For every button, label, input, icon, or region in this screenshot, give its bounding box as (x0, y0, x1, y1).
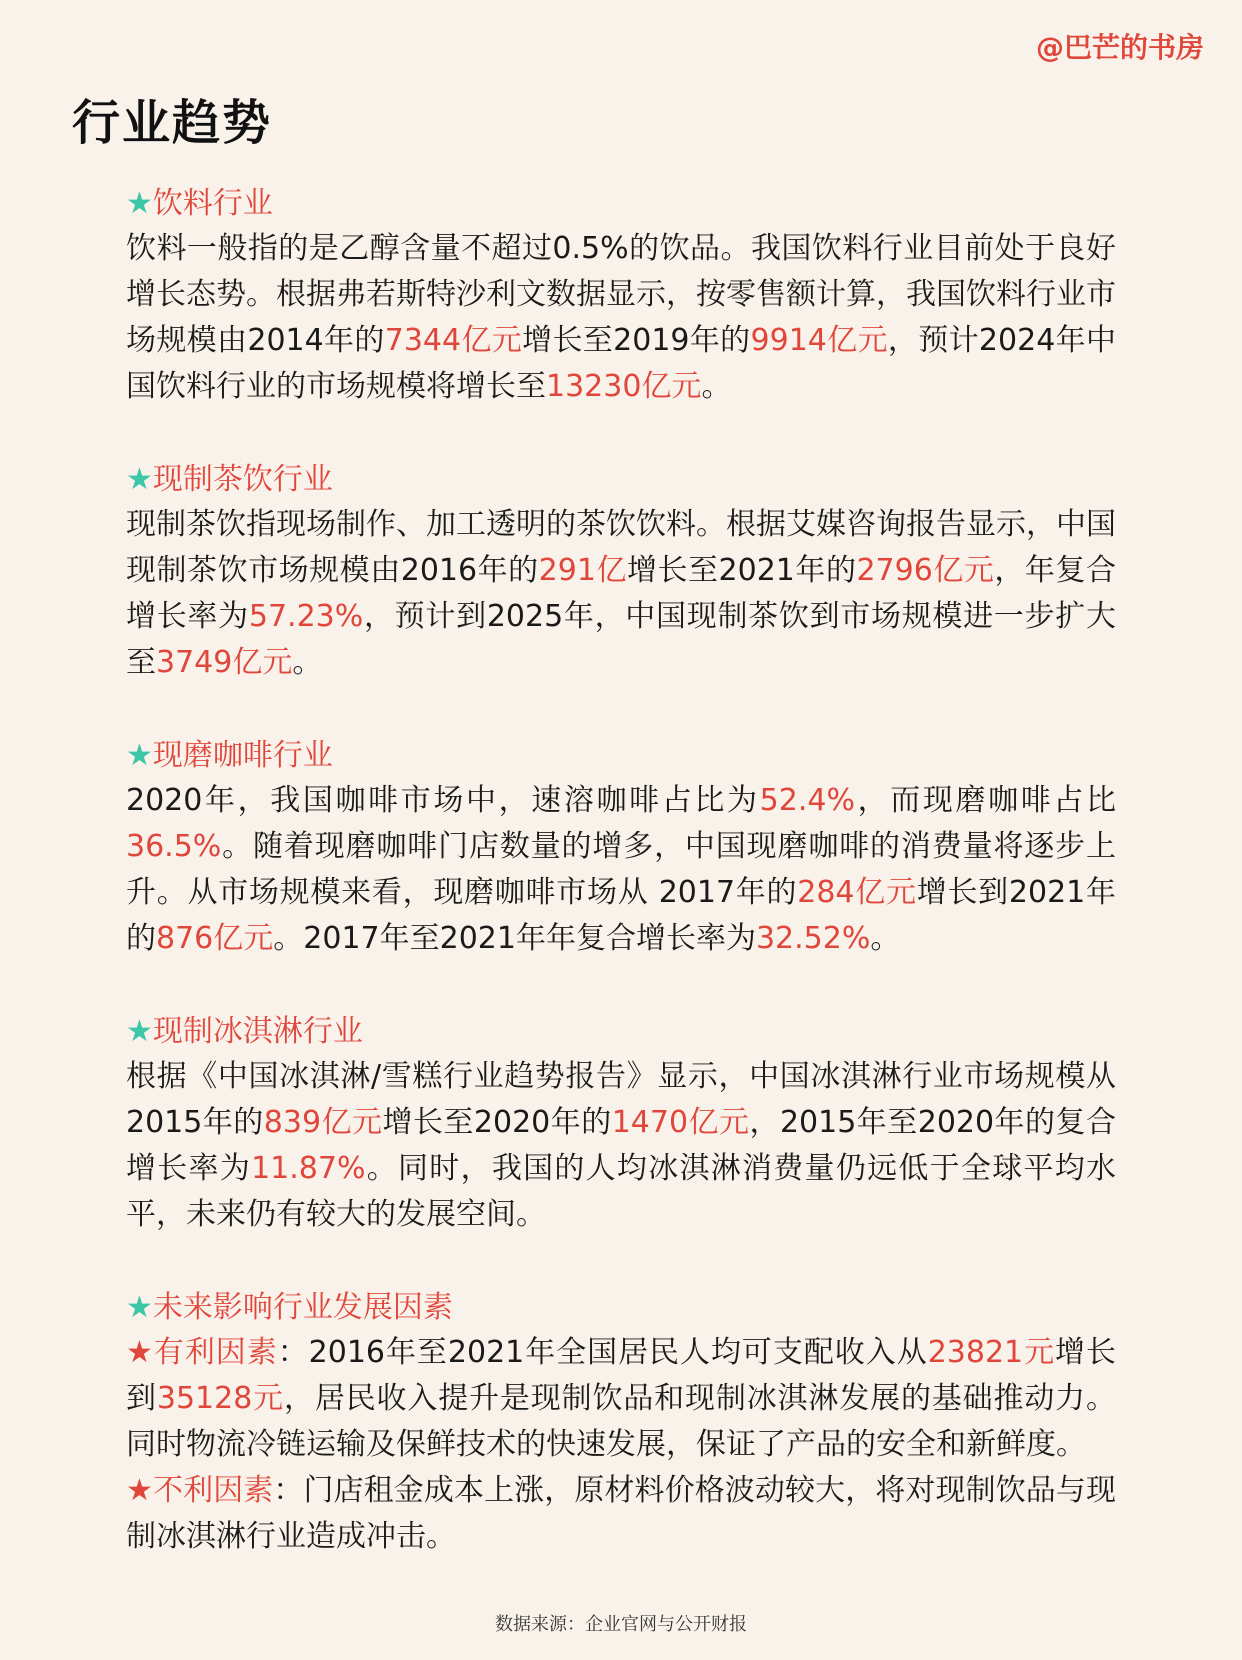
text-run: 增长至2019年的 (522, 323, 751, 358)
highlight-value: 23821元 (927, 1335, 1056, 1370)
highlight-value: 13230亿元 (546, 369, 702, 404)
highlight-value: 7344亿元 (384, 323, 523, 358)
text-run: 。 (701, 369, 732, 404)
negative-factors-body (126, 1473, 1116, 1554)
highlight-value: 11.87% (251, 1151, 366, 1186)
section-paragraph (126, 502, 1116, 686)
section-icecream (126, 1010, 1116, 1238)
star-icon: ★ (126, 462, 153, 497)
star-icon: ★ (126, 186, 153, 221)
text-run: ，而现磨咖啡占比 (854, 783, 1116, 818)
star-icon: ★ (126, 738, 153, 773)
highlight-value: 36.5% (126, 829, 222, 864)
star-icon: ★ (126, 1014, 153, 1049)
section-title (126, 458, 1116, 502)
text-run: ：2016年至2021年全国居民人均可支配收入从 (277, 1335, 928, 1370)
text-run: ：门店租金成本上涨，原材料价格波动较大，将对现制饮品与现制冰淇淋行业造成冲击。 (126, 1473, 1117, 1554)
highlight-value: 1470亿元 (611, 1105, 750, 1140)
section-paragraph (126, 778, 1116, 962)
highlight-value: 32.52% (755, 921, 871, 956)
text-run: 饮料一般指的是乙醇含量不超过0.5%的饮品。我国饮料行业目前处于良好增长态势。根据弗若斯特沙利文数据显示，按零售额计算，我国饮料行业市场规模由2014年的 (126, 231, 1116, 358)
highlight-value: 35128元 (156, 1381, 284, 1416)
section-paragraph (126, 226, 1116, 410)
section-factors (126, 1286, 1116, 1560)
section-title-text: 现磨咖啡行业 (152, 738, 333, 773)
text-run: 。 (292, 645, 323, 680)
text-run: 增长到2021年的 (126, 875, 1116, 956)
highlight-value: 284亿元 (797, 875, 917, 910)
section-title (126, 1010, 1116, 1054)
star-icon: ★ (126, 1335, 154, 1370)
section-title-text: 现制冰淇淋行业 (152, 1014, 363, 1049)
negative-factors-paragraph (126, 1468, 1116, 1560)
text-run: 。2017年至2021年年复合增长率为 (273, 921, 756, 956)
section-title-text: 未来影响行业发展因素 (152, 1290, 453, 1325)
text-run: 增长至2021年的 (626, 553, 857, 588)
highlight-value: 57.23% (248, 599, 364, 634)
watermark: @巴芒的书房 (1035, 31, 1204, 64)
star-icon: ★ (126, 1473, 153, 1508)
text-run: ，年复合增长率为 (126, 553, 1116, 634)
negative-factors-label: 不利因素 (153, 1473, 274, 1508)
highlight-value: 2796亿元 (856, 553, 995, 588)
page-title: 行业趋势 (72, 95, 273, 151)
section-title-text: 饮料行业 (152, 186, 273, 221)
text-run: 2020年，我国咖啡市场中，速溶咖啡占比为 (126, 783, 760, 818)
positive-factors-label: 有利因素 (153, 1335, 278, 1370)
text-run: 根据《中国冰淇淋/雪糕行业趋势报告》显示，中国冰淇淋行业市场规模从2015年的 (126, 1059, 1116, 1140)
highlight-value: 876亿元 (156, 921, 274, 956)
data-source-footer: 数据来源：企业官网与公开财报 (495, 1614, 747, 1635)
text-run: 。随着现磨咖啡门店数量的增多，中国现磨咖啡的消费量将逐步上升。从市场规模来看，现磨咖啡市场从 2017年的 (126, 829, 1116, 910)
positive-factors-paragraph (126, 1330, 1116, 1468)
section-beverage (126, 182, 1116, 410)
section-tea (126, 458, 1116, 686)
text-run: 增长至2020年的 (382, 1105, 612, 1140)
text-run: 现制茶饮指现场制作、加工透明的茶饮饮料。根据艾媒咨询报告显示，中国现制茶饮市场规模由2016年的 (126, 507, 1116, 588)
star-icon: ★ (126, 1290, 153, 1325)
text-run: ，居民收入提升是现制饮品和现制冰淇淋发展的基础推动力。同时物流冷链运输及保鲜技术的快速发展，保证了产品的安全和新鲜度。 (126, 1381, 1117, 1462)
highlight-value: 291亿 (538, 553, 627, 588)
highlight-value: 9914亿元 (750, 323, 888, 358)
article-content (126, 182, 1116, 1608)
text-run: 增长到 (126, 1335, 1117, 1416)
section-coffee (126, 734, 1116, 962)
section-title-text: 现制茶饮行业 (152, 462, 333, 497)
highlight-value: 52.4% (759, 783, 855, 818)
highlight-value: 839亿元 (263, 1105, 383, 1140)
text-run: ，预计到2025年，中国现制茶饮到市场规模进一步扩大至 (126, 599, 1116, 680)
section-title (126, 1286, 1116, 1330)
text-run: 。同时，我国的人均冰淇淋消费量仍远低于全球平均水平，未来仍有较大的发展空间。 (126, 1151, 1117, 1232)
highlight-value: 3749亿元 (156, 645, 293, 680)
text-run: 。 (870, 921, 901, 956)
section-title (126, 182, 1116, 226)
text-run: ，2015年至2020年的复合增长率为 (126, 1105, 1116, 1186)
section-paragraph (126, 1054, 1116, 1238)
text-run: ，预计2024年中国饮料行业的市场规模将增长至 (126, 323, 1116, 404)
section-title (126, 734, 1116, 778)
